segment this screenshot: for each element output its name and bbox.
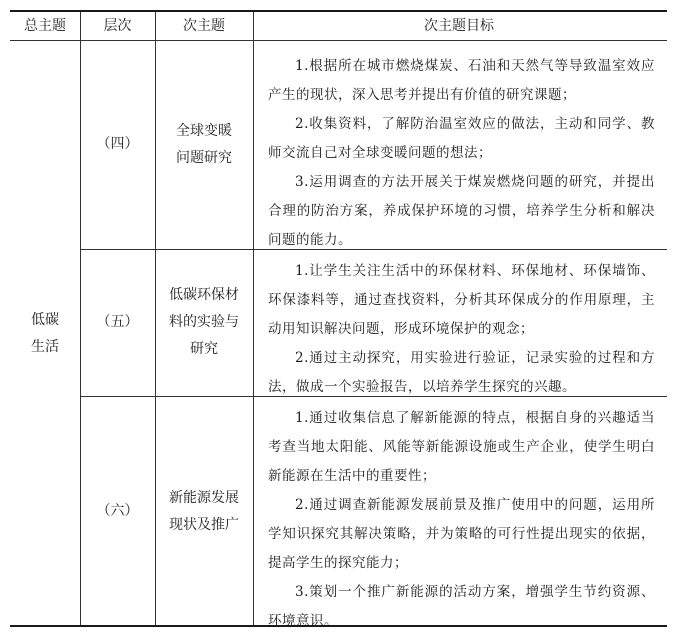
goal-paragraph: 1.通过收集信息了解新能源的特点，根据自身的兴趣适当考查当地太阳能、风能等新能源设施或生产企业，使学生明白新能源在生活中的重要性；: [268, 410, 655, 484]
main-theme-cell: 低碳 生活: [31, 311, 59, 355]
header-main-theme: 总主题: [24, 17, 66, 34]
row-level: （四）: [96, 136, 139, 152]
goal-paragraph: 1.让学生关注生活中的环保材料、环保地材、环保墙饰、环保漆料等，通过查找资料，分析其环保成分的作用原理，主动用知识解决问题，形成环境保护的观念；: [268, 263, 655, 337]
row-sub-theme: 全球变暖 问题研究: [176, 122, 232, 166]
goal-paragraph: 1.根据所在城市燃烧煤炭、石油和天然气等导致温室效应产生的现状，深入思考并提出有价值的研究课题；: [268, 58, 655, 103]
goals-table: [10, 10, 667, 627]
row-sub-theme: 低碳环保材 料的实验与 研究: [169, 287, 239, 357]
column-divider: [253, 12, 254, 625]
header-level: 层次: [103, 17, 132, 34]
goal-paragraph: 2.通过调查新能源发展前景及推广使用中的问题，运用所学知识探究其解决策略，并为策略的可行性提出现实的依据，提高学生的探究能力；: [268, 497, 655, 571]
row-level: （六）: [96, 503, 139, 519]
header-sub-theme: 次主题: [183, 17, 225, 34]
goal-paragraph: 2.通过主动探究，用实验进行验证，记录实验的过程和方法，做成一个实验报告，以培养学生探究的兴趣。: [268, 350, 655, 395]
goal-paragraph: 2.收集资料，了解防治温室效应的做法，主动和同学、教师交流自己对全球变暖问题的想法；: [268, 116, 655, 161]
goal-paragraph: 3.运用调查的方法开展关于煤炭燃烧问题的研究，并提出合理的防治方案，养成保护环境的习惯，培养学生分析和解决问题的能力。: [268, 174, 655, 248]
goal-paragraph: 3.策划一个推广新能源的活动方案，增强学生节约资源、环境意识。: [268, 584, 655, 629]
row-sub-theme: 新能源发展 现状及推广: [169, 489, 239, 533]
header-goal: 次主题目标: [424, 17, 494, 34]
row-level: （五）: [96, 314, 139, 330]
